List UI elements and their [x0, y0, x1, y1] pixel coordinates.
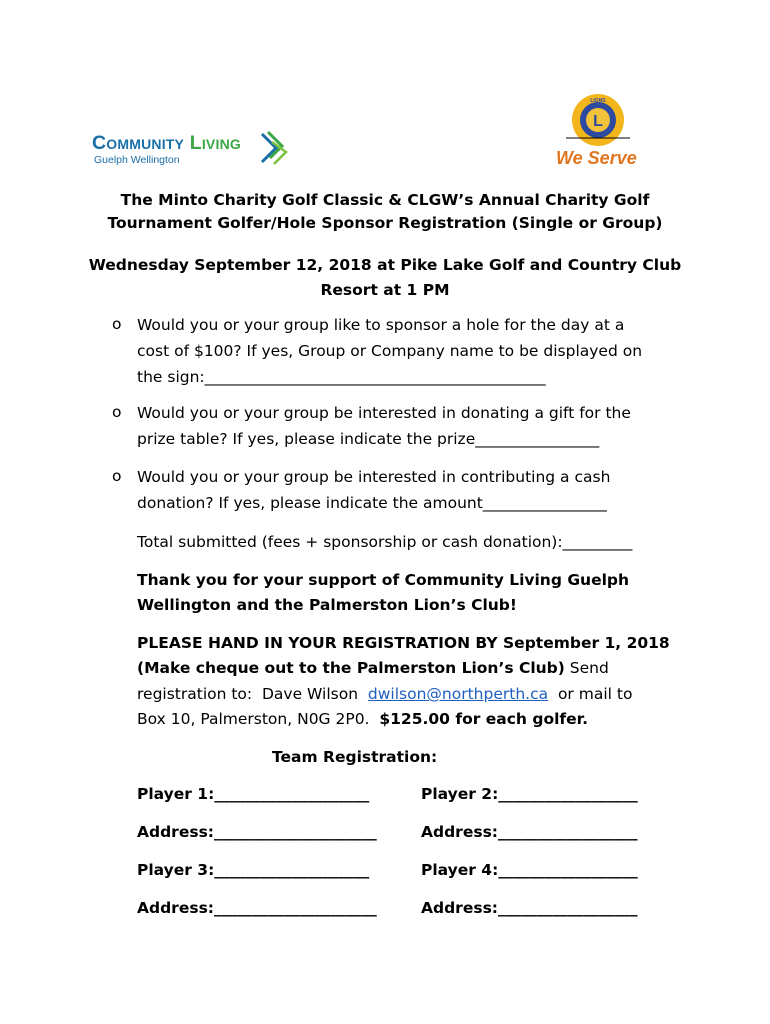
question-3-amount-field[interactable]: donation? If yes, please indicate the amount________________ — [137, 494, 607, 512]
deadline-line-1: PLEASE HAND IN YOUR REGISTRATION BY September 1, 2018 — [137, 634, 670, 652]
deadline-line-4 — [137, 707, 697, 733]
mailing-address: Box 10, Palmerston, N0G 2P0. — [137, 710, 380, 728]
lions-emblem-text: LIONS — [590, 98, 606, 104]
lions-club-logo — [552, 92, 644, 172]
deadline-line-3 — [137, 682, 697, 708]
community-living-chevron-icon — [258, 128, 288, 168]
bullet-icon: o — [112, 467, 122, 485]
email-link[interactable]: dwilson@northperth.ca — [367, 685, 549, 703]
question-3-line-1: Would you or your group be interested in contributing a cash — [137, 468, 611, 486]
cheque-instruction: (Make cheque out to the Palmerston Lion’s Club) — [137, 659, 565, 677]
community-living-wordmark — [92, 132, 241, 155]
mail-to-text: or mail to — [548, 685, 633, 703]
bullet-icon: o — [112, 315, 122, 333]
player-3-address-field[interactable]: Address:_____________________ — [137, 899, 377, 917]
player-4-address-field[interactable]: Address:__________________ — [421, 899, 638, 917]
send-to-text: registration to: Dave Wilson — [137, 685, 368, 703]
send-text: Send — [564, 659, 609, 677]
total-submitted-field[interactable]: Total submitted (fees + sponsorship or cash donation):_________ — [137, 533, 633, 551]
title-line-1: The Minto Charity Golf Classic & CLGW’s Annual Charity Golf — [120, 191, 650, 209]
community-living-subtitle: Guelph Wellington — [94, 154, 180, 166]
player-2-field[interactable]: Player 2:__________________ — [421, 785, 638, 803]
thanks-line-1: Thank you for your support of Community Living Guelph — [137, 571, 630, 589]
player-1-address-field[interactable]: Address:_____________________ — [137, 823, 377, 841]
event-date-line-1: Wednesday September 12, 2018 at Pike Lake Golf and Country Club — [88, 256, 682, 274]
player-2-address-field[interactable]: Address:__________________ — [421, 823, 638, 841]
question-2-line-1: Would you or your group be interested in donating a gift for the — [137, 404, 631, 422]
player-3-field[interactable]: Player 3:____________________ — [137, 861, 370, 879]
golfer-fee: $125.00 for each golfer. — [379, 710, 588, 728]
lions-motto: We Serve — [556, 148, 637, 168]
lions-emblem-letter: L — [593, 113, 603, 130]
player-1-field[interactable]: Player 1:____________________ — [137, 785, 370, 803]
thanks-line-2: Wellington and the Palmerston Lion’s Club! — [137, 596, 517, 614]
team-registration-heading: Team Registration: — [272, 748, 438, 766]
question-2-prize-field[interactable]: prize table? If yes, please indicate the prize________________ — [137, 430, 600, 448]
logo-word-living: Living — [189, 132, 241, 154]
question-1-sign-name-field[interactable]: the sign:____________________________________________ — [137, 368, 546, 386]
question-1-line-1: Would you or your group like to sponsor a hole for the day at a — [137, 316, 625, 334]
player-4-field[interactable]: Player 4:__________________ — [421, 861, 638, 879]
event-date-line-2: Resort at 1 PM — [320, 281, 450, 299]
community-living-logo — [92, 128, 288, 172]
question-1-line-2: cost of $100? If yes, Group or Company name to be displayed on — [137, 342, 643, 360]
logo-word-community: Community — [92, 132, 185, 154]
deadline-line-2 — [137, 656, 697, 682]
bullet-icon: o — [112, 403, 122, 421]
lions-emblem-icon — [552, 92, 644, 150]
title-line-2: Tournament Golfer/Hole Sponsor Registration (Single or Group) — [107, 214, 663, 232]
